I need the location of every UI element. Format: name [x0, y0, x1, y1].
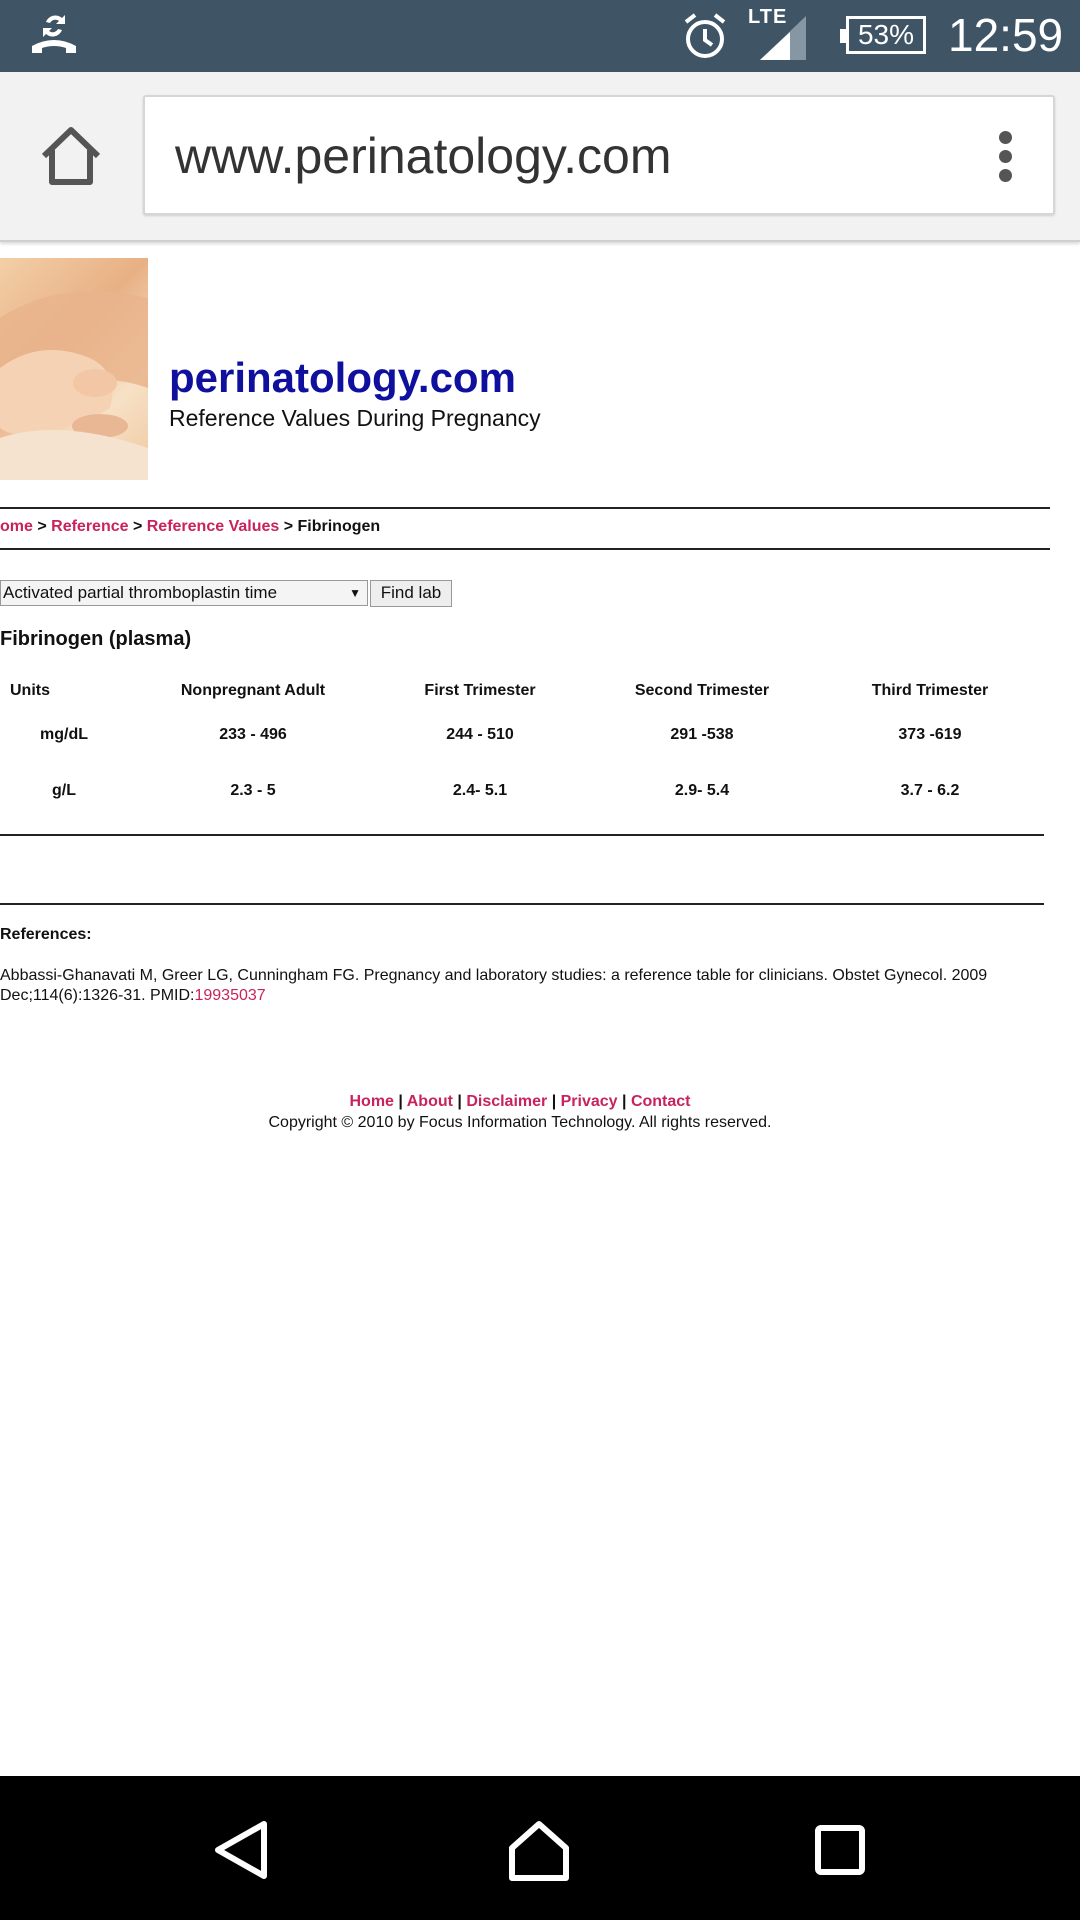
home-nav-icon[interactable] — [506, 1818, 572, 1884]
breadcrumb-separator: > — [128, 518, 147, 535]
breadcrumb-home-link[interactable]: ome — [0, 518, 33, 535]
table-header: Nonpregnant Adult — [180, 682, 326, 699]
breadcrumb-current: Fibrinogen — [297, 518, 381, 535]
pmid-link[interactable]: 19935037 — [194, 987, 266, 1004]
table-cell: 233 - 496 — [219, 726, 287, 743]
site-title[interactable]: perinatology.com — [169, 354, 516, 401]
table-cell: g/L — [52, 782, 76, 799]
table-header: Third Trimester — [871, 682, 989, 699]
url-text[interactable]: www.perinatology.com — [175, 128, 672, 184]
table-cell: mg/dL — [40, 726, 88, 743]
home-icon[interactable] — [36, 122, 106, 192]
breadcrumb-reference-values-link[interactable]: Reference Values — [146, 518, 280, 535]
back-icon[interactable] — [212, 1820, 272, 1880]
table-cell: 2.9- 5.4 — [674, 782, 730, 799]
reference-citation — [0, 966, 1060, 1006]
browser-toolbar — [0, 72, 1080, 242]
footer-disclaimer-link[interactable]: Disclaimer — [466, 1093, 548, 1110]
clock: 12:59 — [948, 9, 1064, 61]
url-bar[interactable] — [143, 95, 1055, 215]
divider — [0, 903, 1044, 905]
copyright-text: Copyright © 2010 by Focus Information Technology. All rights reserved. — [268, 1114, 772, 1131]
site-subtitle: Reference Values During Pregnancy — [169, 405, 541, 431]
battery-icon — [846, 16, 926, 54]
alarm-icon — [682, 12, 728, 60]
lab-select-value[interactable]: Activated partial thromboplastin time — [3, 583, 278, 602]
breadcrumb — [0, 518, 380, 536]
status-bar — [0, 0, 1080, 72]
breadcrumb-reference-link[interactable]: Reference — [51, 518, 129, 535]
baby-hand-image — [0, 258, 148, 480]
footer-separator: | — [617, 1093, 631, 1110]
sync-phone-icon — [28, 12, 80, 60]
find-lab-button[interactable]: Find lab — [370, 580, 452, 607]
footer-separator: | — [452, 1093, 467, 1110]
table-cell: 291 -538 — [670, 726, 734, 743]
footer-separator: | — [393, 1093, 407, 1110]
section-title: Fibrinogen (plasma) — [0, 628, 192, 650]
divider — [0, 834, 1044, 836]
footer-separator: | — [547, 1093, 561, 1110]
table-header: Units — [10, 682, 50, 699]
dropdown-arrow-icon[interactable]: ▼ — [349, 586, 361, 600]
footer-about-link[interactable]: About — [406, 1093, 453, 1110]
divider — [0, 507, 1050, 509]
table-cell: 3.7 - 6.2 — [900, 782, 960, 799]
divider — [0, 548, 1050, 550]
breadcrumb-separator: > — [32, 518, 52, 535]
footer-contact-link[interactable]: Contact — [630, 1093, 691, 1110]
signal-icon — [746, 10, 808, 62]
overflow-menu-icon[interactable] — [999, 131, 1013, 183]
recent-apps-icon[interactable] — [814, 1824, 866, 1876]
network-type: LTE — [748, 6, 788, 28]
footer-home-link[interactable]: Home — [349, 1093, 394, 1110]
footer-privacy-link[interactable]: Privacy — [560, 1093, 618, 1110]
table-cell: 373 -619 — [898, 726, 962, 743]
table-cell: 2.3 - 5 — [230, 782, 276, 799]
footer-nav — [0, 1093, 1040, 1111]
logo-image — [0, 258, 148, 480]
battery-level: 53% — [857, 19, 915, 50]
table-header: First Trimester — [424, 682, 536, 699]
table-cell: 2.4- 5.1 — [452, 782, 508, 799]
table-header: Second Trimester — [634, 682, 770, 699]
breadcrumb-separator: > — [279, 518, 298, 535]
lab-select[interactable] — [0, 580, 368, 606]
system-nav-bar — [0, 1776, 1080, 1920]
references-label: References: — [0, 926, 92, 943]
table-cell: 244 - 510 — [446, 726, 514, 743]
reference-text: Abbassi-Ghanavati M, Greer LG, Cunningham FG. Pregnancy and laboratory studies: a reference table for clinicians. Obstet Gynecol. 2009 Dec;114(6):1326-31. PMID: — [0, 967, 988, 1004]
